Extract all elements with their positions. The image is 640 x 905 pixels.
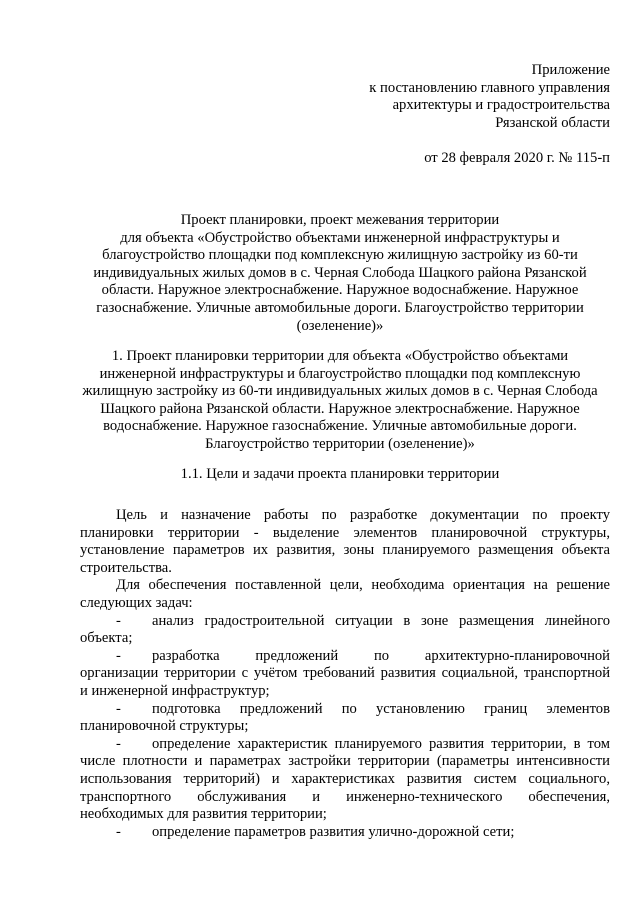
- subsection-title: 1.1. Цели и задачи проекта планировки территории: [180, 466, 500, 482]
- bullet-dash: -: [116, 823, 121, 840]
- list-item: [80, 648, 610, 666]
- list-item-text: анализ градостроительной ситуации в зоне размещения линейного: [152, 612, 610, 629]
- header-date: [300, 150, 610, 168]
- section-line: Шацкого района Рязанской области. Наружное электроснабжение. Наружное: [100, 400, 580, 417]
- header-line: Рязанской области: [495, 114, 610, 131]
- list-item-continuation: организации территории с учётом требований развития социальной, транспортной: [80, 665, 610, 682]
- paragraph-line: Цель и назначение работы по разработке документации по проекту: [116, 507, 610, 523]
- title-line: газоснабжение. Уличные автомобильные дороги. Благоустройство территории: [96, 299, 584, 316]
- list-item-continuation: числе плотности и параметрах застройки территории (параметры интенсивности: [80, 753, 610, 770]
- title-line: благоустройство площадки под комплексную жилищную застройку из 60-ти: [102, 247, 578, 264]
- section-line: жилищную застройку из 60-ти индивидуальных жилых домов в с. Черная Слобода: [82, 383, 598, 400]
- section-1-heading: [70, 348, 610, 454]
- body-text: [80, 507, 610, 841]
- section-line: водоснабжение. Наружное газоснабжение. Уличные автомобильные дороги.: [103, 418, 577, 435]
- title-line: (озеленение)»: [296, 317, 384, 334]
- bullet-dash: -: [116, 612, 121, 629]
- list-item-text: определение параметров развития улично-дорожной сети;: [152, 823, 515, 840]
- list-item-continuation: необходимых для развития территории;: [80, 806, 327, 823]
- list-item-continuation: объекта;: [80, 630, 133, 647]
- list-item-text: определение характеристик планируемого развития территории, в том: [152, 735, 610, 752]
- list-item: [80, 613, 610, 631]
- bullet-dash: -: [116, 647, 121, 664]
- list-item: [80, 701, 610, 719]
- paragraph-line: Для обеспечения поставленной цели, необходима ориентация на решение: [116, 577, 610, 594]
- section-line: Благоустройство территории (озеленение)»: [205, 435, 475, 452]
- title-line: области. Наружное электроснабжение. Наружное водоснабжение. Наружное: [101, 282, 579, 299]
- section-line: 1. Проект планировки территории для объекта «Обустройство объектами: [111, 348, 569, 364]
- list-item-continuation: и инженерной инфраструктур;: [80, 682, 270, 699]
- paragraph-line: строительства.: [80, 559, 172, 576]
- list-item-text: разработка предложений по архитектурно-планировочной: [152, 647, 610, 664]
- bullet-dash: -: [116, 735, 121, 752]
- paragraph-line: установление параметров их развития, зоны планируемого размещения объекта: [80, 542, 610, 559]
- approval-header: [300, 62, 610, 132]
- list-item: [80, 824, 610, 842]
- list-item-continuation: использования территорий) и характеристиках развития систем социального,: [80, 770, 610, 787]
- paragraph-line: планировки территории - выделение элементов планировочной структуры,: [80, 524, 610, 541]
- header-line: архитектуры и градостроительства: [392, 97, 610, 114]
- paragraph-line: следующих задач:: [80, 594, 193, 611]
- header-line: к постановлению главного управления: [369, 79, 610, 96]
- date-line: от 28 февраля 2020 г. № 115-п: [424, 150, 610, 166]
- list-item-continuation: планировочной структуры;: [80, 718, 249, 735]
- section-line: инженерной инфраструктуры и благоустройство площадки под комплексную: [99, 365, 581, 382]
- list-item-text: подготовка предложений по установлению границ элементов: [152, 700, 610, 717]
- section-1-1-heading: [70, 466, 610, 484]
- bullet-dash: -: [116, 700, 121, 717]
- title-line: индивидуальных жилых домов в с. Черная Слобода Шацкого района Рязанской: [93, 264, 587, 281]
- title-line: Проект планировки, проект межевания территории: [180, 212, 500, 228]
- header-line: Приложение: [531, 62, 610, 78]
- title-line: для объекта «Обустройство объектами инженерной инфраструктуры и: [120, 229, 560, 246]
- list-item-continuation: транспортного обслуживания и инженерно-технического обеспечения,: [80, 788, 610, 805]
- list-item: [80, 736, 610, 754]
- document-title: [70, 212, 610, 335]
